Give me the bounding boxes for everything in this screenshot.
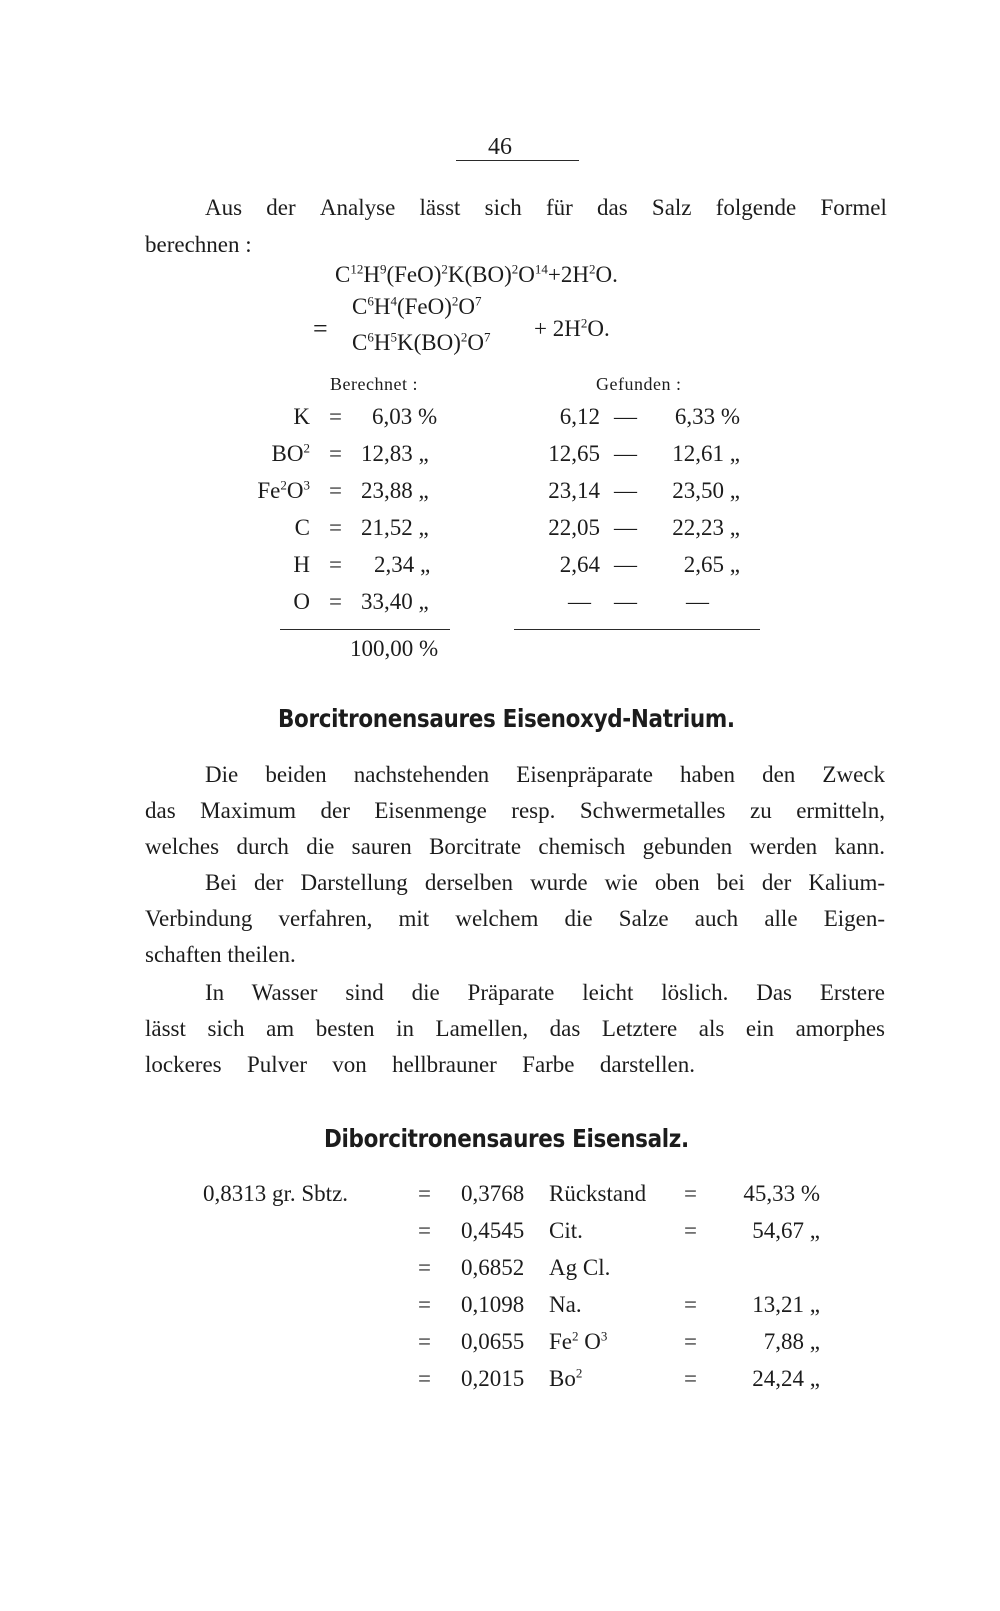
- eq-cell: =: [329, 441, 342, 466]
- found1-cell: 2,64: [559, 552, 600, 577]
- amount-cell: 0,4545: [461, 1218, 525, 1243]
- found2-cell: 22,23 „: [672, 515, 740, 540]
- intro-line-1: [205, 189, 887, 226]
- dash-cell: —: [614, 478, 637, 503]
- pct-cell: 24,24 „: [752, 1366, 820, 1391]
- intro-word: Salz: [651, 195, 692, 220]
- calc-cell: 33,40 „: [361, 589, 429, 614]
- dash-cell: —: [614, 404, 637, 429]
- dash-cell: —: [614, 441, 637, 466]
- amount-cell: 0,1098: [461, 1292, 525, 1317]
- dash-cell: —: [614, 515, 637, 540]
- found2-cell: 2,65 „: [683, 552, 740, 577]
- found1-cell: 12,65: [548, 441, 600, 466]
- section-heading: Diborcitronensaures Eisensalz.: [324, 1124, 689, 1153]
- calc-header: Berechnet :: [330, 374, 418, 394]
- element-cell: C: [294, 515, 310, 540]
- intro-word: der: [266, 195, 296, 220]
- amount-cell: 0,2015: [461, 1366, 525, 1391]
- element-cell: $BO^2$: [271, 440, 310, 466]
- intro-word: sich: [484, 195, 522, 220]
- calc-cell: 2,34 „: [374, 552, 431, 577]
- dash-cell: —: [614, 589, 637, 614]
- pct-cell: 54,67 „: [752, 1218, 820, 1243]
- found1-cell: 23,14: [548, 478, 600, 503]
- eq2-cell: =: [684, 1181, 697, 1206]
- amount-cell: 0,6852: [461, 1255, 525, 1280]
- found2-cell: 23,50 „: [672, 478, 740, 503]
- pct-cell: 45,33 %: [743, 1181, 820, 1206]
- paragraph-line: Verbindung verfahren, mit welchem die Salze auch alle Eigen-: [145, 906, 885, 931]
- found1-cell: 22,05: [548, 515, 600, 540]
- found2-cell: 12,61 „: [672, 441, 740, 466]
- amount-cell: 0,0655: [461, 1329, 525, 1354]
- found2-cell: 6,33 %: [674, 404, 740, 429]
- intro-word: Analyse: [319, 195, 396, 220]
- total-rule-left: [280, 629, 450, 630]
- total-cell: 100,00 %: [350, 636, 439, 661]
- element-cell: O: [293, 589, 310, 614]
- intro-line-2: berechnen :: [145, 232, 252, 257]
- eq-cell: =: [329, 478, 342, 503]
- eq2-cell: =: [684, 1292, 697, 1317]
- found-header: Gefunden :: [596, 374, 682, 394]
- intro-word: das: [597, 195, 628, 220]
- label-cell: Fe$^2$ $O^3$: [549, 1328, 608, 1354]
- formula-plus-water: + $2H^2O$.: [534, 315, 610, 341]
- intro-word: Aus: [205, 195, 243, 220]
- paragraph-line: schaften theilen.: [145, 942, 296, 967]
- pct-cell: 13,21 „: [752, 1292, 820, 1317]
- label-cell: Na.: [549, 1292, 582, 1317]
- formula-line-1: $C^{12}H^9(FeO)^2K(BO)^2O^{14}+2H^2O$.: [335, 261, 618, 287]
- eq-cell: =: [418, 1366, 431, 1391]
- found1-cell: —: [568, 589, 591, 614]
- eq-cell: =: [418, 1181, 431, 1206]
- found1-cell: 6,12: [559, 404, 600, 429]
- eq-cell: =: [418, 1329, 431, 1354]
- eq2-cell: =: [684, 1218, 697, 1243]
- found2-cell: —: [686, 589, 709, 614]
- eq2-cell: =: [684, 1329, 697, 1354]
- paragraph-line: lockeres Pulver von hellbrauner Farbe darstellen.: [145, 1052, 695, 1077]
- intro-word: lässt: [419, 195, 461, 220]
- paragraph-line: das Maximum der Eisenmenge resp. Schwermetalles zu ermitteln,: [145, 798, 885, 823]
- label-cell: Cit.: [549, 1218, 583, 1243]
- intro-word: folgende: [715, 195, 797, 220]
- eq2-cell: =: [684, 1366, 697, 1391]
- paragraph-line: Bei der Darstellung derselben wurde wie oben bei der Kalium-: [205, 870, 885, 895]
- dash-cell: —: [614, 552, 637, 577]
- paragraph-line: welches durch die sauren Borcitrate chemisch gebunden werden kann.: [145, 834, 885, 859]
- page-number: 46: [488, 134, 512, 160]
- label-cell: Bo$^2$: [549, 1365, 583, 1391]
- formula-denominator: $C^6H^5K(BO)^2O^7$: [352, 329, 491, 355]
- element-cell: K: [293, 404, 310, 429]
- header-rule: [456, 160, 579, 161]
- sample-weight: 0,8313 gr. Sbtz.: [203, 1181, 349, 1206]
- formula-eq-sign: =: [313, 314, 328, 343]
- paragraph-line: In Wasser sind die Präparate leicht löslich. Das Erstere: [205, 980, 885, 1005]
- calc-cell: 12,83 „: [361, 441, 429, 466]
- calc-cell: 23,88 „: [361, 478, 429, 503]
- amount-cell: 0,3768: [461, 1181, 525, 1206]
- element-cell: H: [293, 552, 310, 577]
- section-heading: Borcitronensaures Eisenoxyd-Natrium.: [278, 704, 735, 733]
- intro-word: für: [545, 195, 573, 220]
- label-cell: Ag Cl.: [549, 1255, 611, 1280]
- intro-word: Formel: [820, 195, 887, 220]
- paragraph-line: Die beiden nachstehenden Eisenpräparate haben den Zweck: [205, 762, 885, 787]
- eq-cell: =: [329, 404, 342, 429]
- eq-cell: =: [329, 552, 342, 577]
- eq-cell: =: [418, 1255, 431, 1280]
- eq-cell: =: [418, 1292, 431, 1317]
- eq-cell: =: [329, 515, 342, 540]
- paragraph-line: lässt sich am besten in Lamellen, das Letztere als ein amorphes: [145, 1016, 885, 1041]
- pct-cell: 7,88 „: [763, 1329, 820, 1354]
- eq-cell: =: [418, 1218, 431, 1243]
- element-cell: $Fe^2O^3$: [257, 477, 310, 503]
- calc-cell: 21,52 „: [361, 515, 429, 540]
- eq-cell: =: [329, 589, 342, 614]
- total-rule-right: [514, 629, 760, 630]
- formula-numerator: $C^6H^4(FeO)^2O^7$: [352, 293, 482, 319]
- calc-cell: 6,03 %: [372, 404, 438, 429]
- label-cell: Rückstand: [549, 1181, 647, 1206]
